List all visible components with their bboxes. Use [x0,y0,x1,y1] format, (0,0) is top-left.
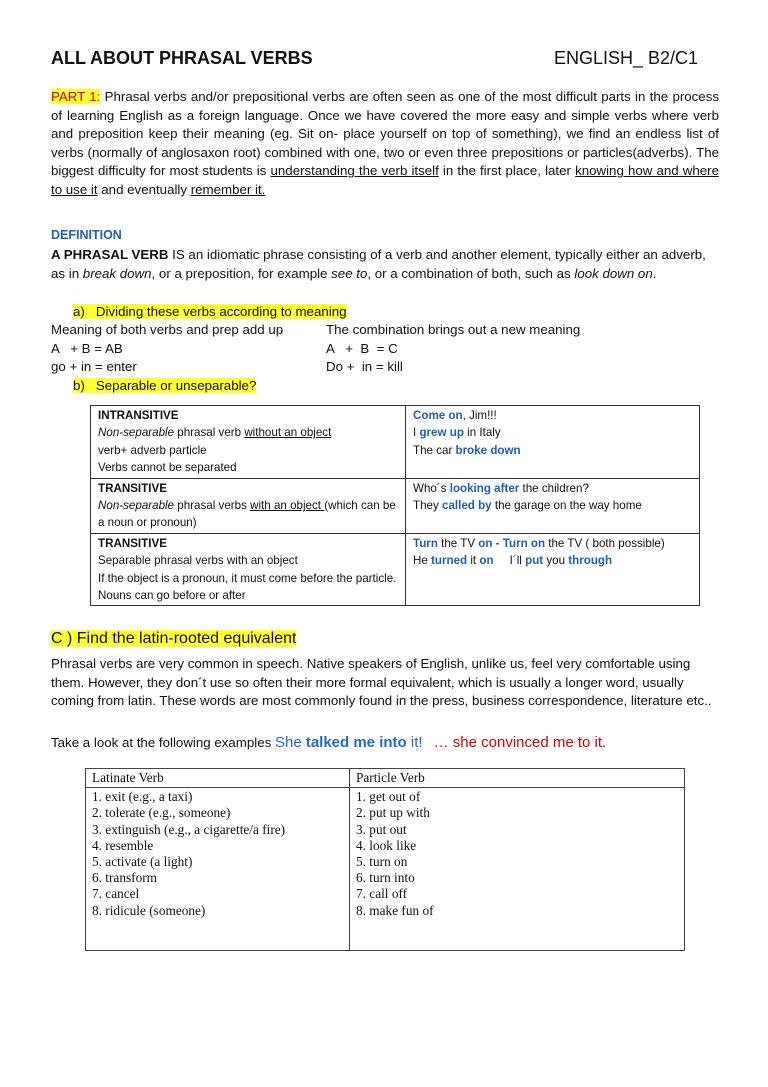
list-item-a [73,303,347,322]
example-verb: Come on [413,409,463,422]
list-item: 5. turn on [356,854,408,870]
part1-text: Phrasal verbs and/or prepositional verbs are often seen as one of the most difficult parts in the process of learning English as a foreign language. Once we have covered the more easy and simple verbs where verb and preposition keep their meaning (eg. Sit on- place yourself on top of something), we find an endless list of verbs (normally of anglosaxon root) combined with one, two or even three prepositions or particles(adverbs). The biggest difficulty for most students is [51,89,719,179]
example-verb: Turn [413,536,438,550]
table-header-row [86,769,685,788]
list-item: 5. activate (a light) [92,854,193,870]
cell-text: phrasal verb [174,426,245,440]
part1-underline-1: understanding the verb itself [270,163,439,179]
cell-text: I [413,426,420,440]
list-item-b [73,377,256,396]
list-item: 7. cancel [92,886,140,902]
cell-text: in Italy [463,426,501,440]
list-item: 6. transform [92,870,157,886]
cell-text: with an object [250,499,325,513]
grid-left: go + in = enter [51,359,137,375]
example-verb: called by [442,499,492,513]
cell-text: Verbs cannot be separated [98,461,237,475]
particle-list [350,788,685,951]
table-cell [406,478,700,533]
grid-row [51,358,721,377]
grid-row [51,340,721,359]
list-label: Dividing these verbs according to meaning [95,304,347,319]
example-verb: looking after [449,481,520,495]
course-level: ENGLISH_ B2/C1 [554,48,699,68]
cell-text: Non-separable [98,426,175,440]
list-item: 4. look like [356,837,417,853]
grid-left: Meaning of both verbs and prep add up [51,322,284,337]
table-cell [91,478,406,533]
part1-label: PART 1: [51,89,101,104]
table-cell [406,533,700,606]
list-item: 2. put up with [356,805,430,821]
part1-text: and eventually [97,181,191,197]
cell-text: They [413,499,442,513]
cell-text: you [543,554,569,568]
definition-text: IS an idiomatic phrase consisting of a verb and another element, typically either an adverb, as in [51,247,706,281]
definition-example: look down on [574,265,653,281]
row-heading: INTRANSITIVE [98,409,179,422]
definition-text: . [652,265,657,281]
section-c-heading [51,630,296,648]
cell-text: Non-separable [98,499,175,513]
latinate-list [86,788,350,951]
table-row [91,406,700,479]
part1-text: in the first place, later [438,163,576,179]
cell-text: the TV ( both possible) [545,536,665,550]
list-item: 6. turn into [356,870,415,886]
cell-text: it [467,554,480,568]
list-item: 8. ridicule (someone) [92,902,206,918]
example-verb: grew up [419,426,464,440]
table-row [91,533,700,606]
grid-left: A + B = AB [51,340,123,356]
cell-text: Separable phrasal verbs with an object [98,554,298,568]
list-item: 3. put out [356,821,407,837]
part1-underline-3: remember it. [190,181,266,197]
cell-text: Who´s [413,481,450,495]
table-row [91,478,700,533]
example-verb: broke down [455,443,521,457]
list-item: 4. resemble [92,837,154,853]
section-c-title: C ) Find the latin-rooted equivalent [51,630,297,647]
list-item: 1. exit (e.g., a taxi) [92,789,193,805]
cell-text: He [413,554,432,568]
definition-paragraph [51,246,719,283]
verbs-table [85,768,685,951]
definition-heading: DEFINITION [51,228,122,242]
meaning-grid [51,321,721,377]
column-header-latinate: Latinate Verb [86,769,350,788]
cell-text: phrasal verbs [174,499,251,513]
list-item: 1. get out of [356,789,421,805]
grid-right: A + B = C [326,340,398,356]
list-item: 8. make fun of [356,902,434,918]
definition-text: , or a combination of both, such as [367,265,575,281]
header [51,48,721,74]
row-heading: TRANSITIVE [98,481,167,495]
example-verb: talked me into [305,734,407,751]
definition-example: break down [82,265,152,281]
column-header-particle: Particle Verb [350,769,685,788]
table-row [86,788,685,951]
example-verb: turned [431,554,468,568]
cell-text: the TV [437,536,479,550]
cell-text: (which can be a noun or pronoun) [98,499,396,530]
list-item: 3. extinguish (e.g., a cigarette/a fire) [92,821,286,837]
example-verb: through [568,554,613,568]
table-cell [91,406,406,479]
grid-right: Do + in = kill [326,359,403,375]
list-marker: b) [73,378,85,393]
list-label: Separable or unseparable? [95,378,257,393]
example-latinate: … she convinced me to it. [433,734,607,751]
part1-paragraph [51,88,719,200]
cell-text: The car [413,443,456,457]
grid-right: The combination brings out a new meaning [326,322,581,337]
page-title: ALL ABOUT PHRASAL VERBS [51,48,313,68]
cell-text: the garage on the way home [491,499,642,513]
examples-line [51,734,606,753]
cell-text: verb+ adverb particle [98,443,207,457]
cell-text: the children? [519,481,589,495]
list-item: 2. tolerate (e.g., someone) [92,805,231,821]
examples-lead: Take a look at the following examples [51,735,275,750]
section-c-paragraph: Phrasal verbs are very common in speech. Native speakers of English, unlike us, feel very comfortable using them. However, they don´t use so often their more formal equivalent, which is usually a longer word, usually coming from latin. These words are most commonly found in the press, business correspondence, literature etc.. [51,656,712,709]
example-text: She [274,734,306,751]
example-verb: put [525,554,544,568]
list-item: 7. call off [356,886,408,902]
table-cell [91,533,406,606]
list-marker: a) [73,304,85,319]
cell-text: I´ll [493,554,526,568]
part1-underline-2: knowing how and where to use it [51,163,719,197]
grid-row [51,321,721,340]
cell-text: without an object [244,426,332,440]
example-verb: on [479,554,494,568]
definition-text: , or a preposition, for example [151,265,332,281]
cell-text: If the object is a pronoun, it must come before the particle. Nouns can go before or after [98,571,397,603]
table-cell [406,406,700,479]
cell-text: , Jim!!! [462,409,497,422]
row-heading: TRANSITIVE [98,536,167,550]
definition-term: A PHRASAL VERB [51,247,169,262]
example-text: it! [406,734,423,751]
definition-example: see to [331,265,368,281]
example-verb: on - Turn on [478,536,546,550]
example-phrasal [275,734,423,751]
separability-table [90,405,700,606]
